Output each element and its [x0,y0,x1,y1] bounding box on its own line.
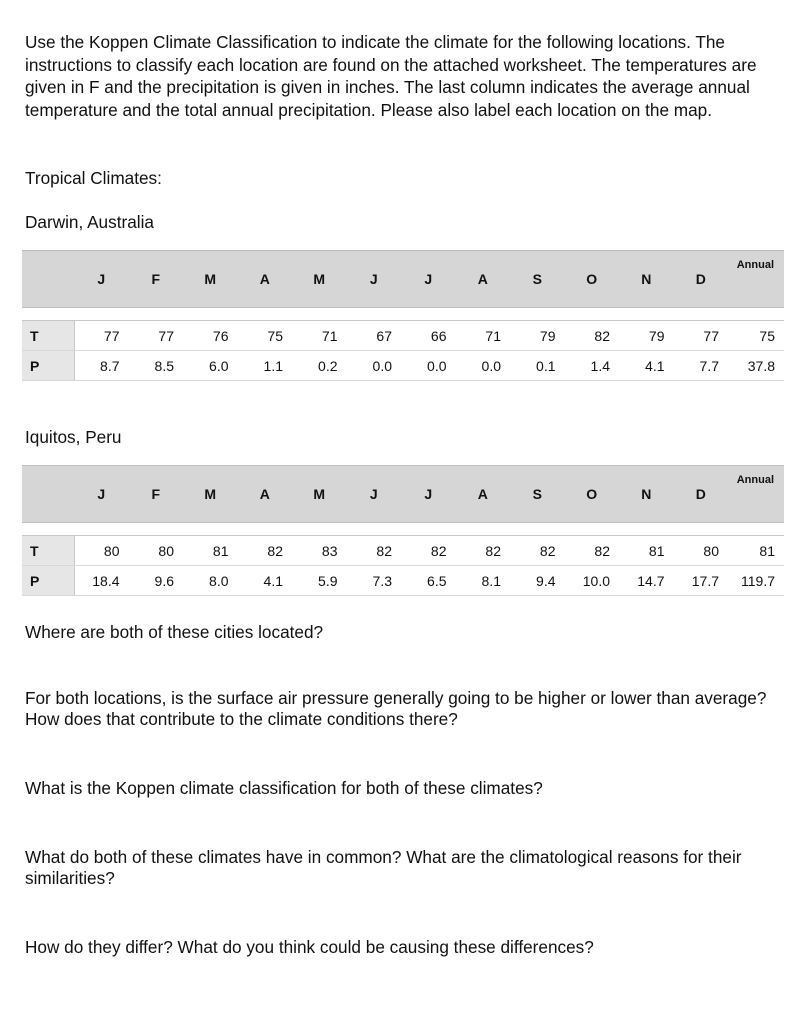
table-cell: 8.0 [183,566,238,596]
table-cell: 80 [129,536,184,566]
month-header: M [292,251,347,308]
month-header: O [565,466,620,523]
table-cell: 0.0 [347,351,402,381]
table-cell: 77 [129,321,184,351]
table-cell: 6.0 [183,351,238,381]
annual-cell: 37.8 [728,351,784,381]
month-header: J [74,466,129,523]
table-cell: 80 [74,536,129,566]
question-classification: What is the Koppen climate classification for both of these climates? [25,778,543,798]
month-header: M [183,251,238,308]
month-header: A [456,251,511,308]
table-cell: 9.4 [510,566,565,596]
table-cell: 71 [456,321,511,351]
month-header: F [129,466,184,523]
table-cell: 4.1 [238,566,293,596]
iquitos-climate-table [22,465,784,596]
table-cell: 0.1 [510,351,565,381]
table-header-row [22,466,784,523]
table-cell: 18.4 [74,566,129,596]
question-similarities: What do both of these climates have in common? What are the climatological reasons for their similarities? [25,847,742,888]
month-header: J [347,251,402,308]
table-cell: 0.0 [456,351,511,381]
table-cell: 82 [347,536,402,566]
table-cell: 14.7 [619,566,674,596]
table-cell: 7.7 [674,351,729,381]
table-cell: 5.9 [292,566,347,596]
annual-cell: 75 [728,321,784,351]
table-cell: 82 [565,536,620,566]
table-cell: 7.3 [347,566,402,596]
month-header: M [183,466,238,523]
darwin-climate-table [22,250,784,381]
month-header: N [619,251,674,308]
precipitation-row [22,566,784,596]
month-header: N [619,466,674,523]
row-label-temperature: T [22,536,74,566]
table-cell: 8.5 [129,351,184,381]
table-cell: 66 [401,321,456,351]
annual-cell: 81 [728,536,784,566]
table-cell: 9.6 [129,566,184,596]
month-header: J [401,251,456,308]
table-cell: 1.1 [238,351,293,381]
table-cell: 83 [292,536,347,566]
month-header: A [238,251,293,308]
month-header: D [674,466,729,523]
annual-header: Annual [728,466,784,523]
table-cell: 4.1 [619,351,674,381]
row-label-precipitation: P [22,351,74,381]
table-cell: 67 [347,321,402,351]
row-label-precipitation: P [22,566,74,596]
city-label-darwin: Darwin, Australia [25,212,154,232]
table-cell: 77 [674,321,729,351]
table-cell: 82 [510,536,565,566]
month-header: M [292,466,347,523]
annual-cell: 119.7 [728,566,784,596]
table-cell: 6.5 [401,566,456,596]
instructions-paragraph: Use the Koppen Climate Classification to indicate the climate for the following locations. The instructions to classify each location are found on the attached worksheet. The temperatures are given in F and the precipitation is given in inches. The last column indicates the average annual temperature and the total annual precipitation. Please also label each location on the map. [25,32,757,120]
table-cell: 77 [74,321,129,351]
table-cell: 81 [183,536,238,566]
table-cell: 8.7 [74,351,129,381]
table-cell: 80 [674,536,729,566]
month-header: J [401,466,456,523]
city-label-iquitos: Iquitos, Peru [25,427,122,447]
temperature-row [22,536,784,566]
month-header: O [565,251,620,308]
table-cell: 82 [401,536,456,566]
month-header: D [674,251,729,308]
table-cell: 82 [565,321,620,351]
month-header: J [74,251,129,308]
table-cell: 71 [292,321,347,351]
table-header-row [22,251,784,308]
question-differences: How do they differ? What do you think could be causing these differences? [25,937,594,957]
table-cell: 76 [183,321,238,351]
question-location: Where are both of these cities located? [25,622,324,642]
table-cell: 79 [510,321,565,351]
table-cell: 0.0 [401,351,456,381]
month-header: F [129,251,184,308]
table-cell: 81 [619,536,674,566]
table-cell: 82 [456,536,511,566]
table-cell: 1.4 [565,351,620,381]
table-cell: 8.1 [456,566,511,596]
table-cell: 75 [238,321,293,351]
table-cell: 0.2 [292,351,347,381]
row-label-temperature: T [22,321,74,351]
section-heading: Tropical Climates: [25,168,162,188]
month-header: A [238,466,293,523]
month-header: S [510,251,565,308]
precipitation-row [22,351,784,381]
table-cell: 82 [238,536,293,566]
month-header: J [347,466,402,523]
question-air-pressure: For both locations, is the surface air pressure generally going to be higher or lower than average? How does that contribute to the climate conditions there? [25,688,767,729]
month-header: S [510,466,565,523]
table-cell: 17.7 [674,566,729,596]
temperature-row [22,321,784,351]
table-cell: 10.0 [565,566,620,596]
table-cell: 79 [619,321,674,351]
month-header: A [456,466,511,523]
annual-header: Annual [728,251,784,308]
